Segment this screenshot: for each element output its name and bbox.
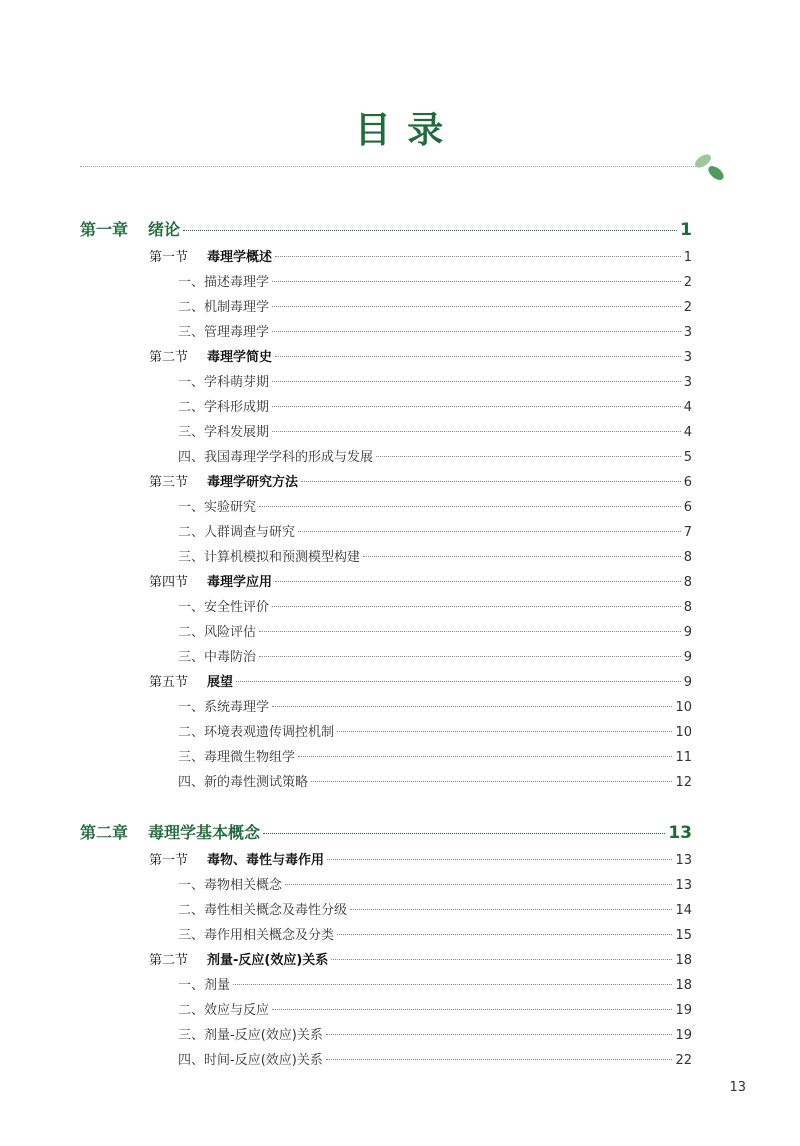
dot-leader bbox=[272, 331, 681, 332]
item-page: 19 bbox=[675, 1028, 692, 1043]
section-number: 第二节 bbox=[149, 953, 189, 968]
dot-leader bbox=[298, 756, 672, 757]
toc-section[interactable] bbox=[149, 471, 692, 490]
toc-section[interactable] bbox=[149, 671, 692, 690]
item-page: 14 bbox=[675, 903, 692, 918]
section-number: 第二节 bbox=[149, 350, 189, 365]
dot-leader bbox=[272, 281, 681, 282]
item-page: 2 bbox=[683, 275, 692, 290]
toc-item[interactable] bbox=[178, 1024, 692, 1043]
chapter-title: 绪论 bbox=[148, 220, 181, 239]
dot-leader bbox=[272, 1009, 672, 1010]
section-page: 6 bbox=[683, 475, 692, 490]
item-title: 三、剂量-反应(效应)关系 bbox=[178, 1028, 323, 1043]
section-title: 毒理学应用 bbox=[207, 575, 273, 590]
toc-item[interactable] bbox=[178, 999, 692, 1018]
item-title: 一、剂量 bbox=[178, 978, 231, 993]
section-number: 第四节 bbox=[149, 575, 189, 590]
chapter-title: 毒理学基本概念 bbox=[148, 823, 261, 842]
item-page: 18 bbox=[675, 978, 692, 993]
dot-leader bbox=[259, 631, 681, 632]
item-title: 二、人群调查与研究 bbox=[178, 525, 296, 540]
section-title: 剂量-反应(效应)关系 bbox=[207, 953, 329, 968]
dot-leader bbox=[272, 406, 681, 407]
item-page: 13 bbox=[675, 878, 692, 893]
dot-leader bbox=[236, 681, 681, 682]
toc-item[interactable] bbox=[178, 771, 692, 790]
item-page: 5 bbox=[683, 450, 692, 465]
item-page: 2 bbox=[683, 300, 692, 315]
dot-leader bbox=[376, 456, 681, 457]
item-page: 22 bbox=[675, 1053, 692, 1068]
section-page: 13 bbox=[675, 853, 692, 868]
dot-leader bbox=[298, 531, 681, 532]
item-title: 一、毒物相关概念 bbox=[178, 878, 283, 893]
item-page: 8 bbox=[683, 550, 692, 565]
item-title: 三、毒理微生物组学 bbox=[178, 750, 296, 765]
item-page: 4 bbox=[683, 425, 692, 440]
item-page: 3 bbox=[683, 325, 692, 340]
toc-item[interactable] bbox=[178, 596, 692, 615]
toc-item[interactable] bbox=[178, 546, 692, 565]
toc-item[interactable] bbox=[178, 396, 692, 415]
item-page: 10 bbox=[675, 725, 692, 740]
item-title: 三、学科发展期 bbox=[178, 425, 270, 440]
item-title: 三、计算机模拟和预测模型构建 bbox=[178, 550, 361, 565]
dot-leader bbox=[259, 506, 681, 507]
item-page: 11 bbox=[675, 750, 692, 765]
toc-item[interactable] bbox=[178, 974, 692, 993]
section-title: 展望 bbox=[207, 675, 234, 690]
dot-leader bbox=[183, 230, 677, 231]
item-title: 二、环境表观遗传调控机制 bbox=[178, 725, 335, 740]
toc-item[interactable] bbox=[178, 496, 692, 515]
chapter-page: 1 bbox=[680, 220, 692, 240]
item-title: 二、机制毒理学 bbox=[178, 300, 270, 315]
item-page: 7 bbox=[683, 525, 692, 540]
item-title: 四、时间-反应(效应)关系 bbox=[178, 1053, 323, 1068]
item-page: 6 bbox=[683, 500, 692, 515]
dot-leader bbox=[272, 606, 681, 607]
dot-leader bbox=[301, 481, 681, 482]
item-title: 四、新的毒性测试策略 bbox=[178, 775, 309, 790]
toc-item[interactable] bbox=[178, 924, 692, 943]
dot-leader bbox=[233, 984, 672, 985]
item-title: 二、风险评估 bbox=[178, 625, 257, 640]
dot-leader bbox=[337, 731, 672, 732]
item-page: 12 bbox=[675, 775, 692, 790]
toc-item[interactable] bbox=[178, 1049, 692, 1068]
toc-item[interactable] bbox=[178, 421, 692, 440]
dot-leader bbox=[272, 431, 681, 432]
item-page: 3 bbox=[683, 375, 692, 390]
toc-item[interactable] bbox=[178, 271, 692, 290]
item-title: 一、系统毒理学 bbox=[178, 700, 270, 715]
dot-leader bbox=[337, 934, 672, 935]
toc-item[interactable] bbox=[178, 721, 692, 740]
section-title: 毒理学研究方法 bbox=[207, 475, 299, 490]
dot-leader bbox=[363, 556, 681, 557]
toc-item[interactable] bbox=[178, 621, 692, 640]
dot-leader bbox=[326, 1034, 673, 1035]
toc-item[interactable] bbox=[178, 446, 692, 465]
item-title: 二、效应与反应 bbox=[178, 1003, 270, 1018]
toc-section[interactable] bbox=[149, 849, 692, 868]
item-page: 8 bbox=[683, 600, 692, 615]
item-title: 二、毒性相关概念及毒性分级 bbox=[178, 903, 348, 918]
toc-section[interactable] bbox=[149, 949, 692, 968]
dot-leader bbox=[275, 256, 681, 257]
dot-leader bbox=[272, 381, 681, 382]
section-page: 8 bbox=[683, 575, 692, 590]
toc-item[interactable] bbox=[178, 746, 692, 765]
item-page: 9 bbox=[683, 625, 692, 640]
section-page: 9 bbox=[683, 675, 692, 690]
toc-item[interactable] bbox=[178, 646, 692, 665]
item-title: 二、学科形成期 bbox=[178, 400, 270, 415]
item-title: 三、中毒防治 bbox=[178, 650, 257, 665]
toc-section[interactable] bbox=[149, 246, 692, 265]
toc-chapter[interactable] bbox=[80, 820, 692, 843]
section-title: 毒物、毒性与毒作用 bbox=[207, 853, 325, 868]
toc-item[interactable] bbox=[178, 321, 692, 340]
page-number: 13 bbox=[729, 1080, 746, 1095]
chapter-page: 13 bbox=[668, 823, 692, 843]
toc-item[interactable] bbox=[178, 521, 692, 540]
chapter-number: 第二章 bbox=[80, 823, 129, 842]
section-title: 毒理学简史 bbox=[207, 350, 273, 365]
section-page: 3 bbox=[683, 350, 692, 365]
dot-leader bbox=[259, 656, 681, 657]
item-title: 四、我国毒理学学科的形成与发展 bbox=[178, 450, 374, 465]
toc-item[interactable] bbox=[178, 371, 692, 390]
dot-leader bbox=[272, 706, 672, 707]
item-page: 15 bbox=[675, 928, 692, 943]
dot-leader bbox=[331, 959, 672, 960]
section-title: 毒理学概述 bbox=[207, 250, 273, 265]
toc-item[interactable] bbox=[178, 874, 692, 893]
dot-leader bbox=[275, 581, 681, 582]
toc-section[interactable] bbox=[149, 571, 692, 590]
page-title: 目 录 bbox=[354, 110, 446, 151]
dot-leader bbox=[327, 859, 672, 860]
section-page: 1 bbox=[683, 250, 692, 265]
chapter-number: 第一章 bbox=[80, 220, 129, 239]
dot-leader bbox=[275, 356, 681, 357]
toc-item[interactable] bbox=[178, 696, 692, 715]
dot-leader bbox=[285, 884, 672, 885]
item-title: 一、安全性评价 bbox=[178, 600, 270, 615]
item-title: 三、毒作用相关概念及分类 bbox=[178, 928, 335, 943]
section-number: 第一节 bbox=[149, 250, 189, 265]
item-title: 一、学科萌芽期 bbox=[178, 375, 270, 390]
toc-chapter[interactable] bbox=[80, 217, 692, 240]
section-number: 第一节 bbox=[149, 853, 189, 868]
dot-leader bbox=[326, 1059, 673, 1060]
toc-item[interactable] bbox=[178, 296, 692, 315]
section-page: 18 bbox=[675, 953, 692, 968]
toc-item[interactable] bbox=[178, 899, 692, 918]
section-number: 第三节 bbox=[149, 475, 189, 490]
dot-leader bbox=[350, 909, 672, 910]
item-page: 4 bbox=[683, 400, 692, 415]
item-page: 9 bbox=[683, 650, 692, 665]
section-number: 第五节 bbox=[149, 675, 189, 690]
dot-leader bbox=[311, 781, 672, 782]
item-title: 一、描述毒理学 bbox=[178, 275, 270, 290]
toc-section[interactable] bbox=[149, 346, 692, 365]
item-page: 10 bbox=[675, 700, 692, 715]
item-title: 三、管理毒理学 bbox=[178, 325, 270, 340]
item-title: 一、实验研究 bbox=[178, 500, 257, 515]
item-page: 19 bbox=[675, 1003, 692, 1018]
dot-leader bbox=[263, 833, 665, 834]
dot-leader bbox=[272, 306, 681, 307]
